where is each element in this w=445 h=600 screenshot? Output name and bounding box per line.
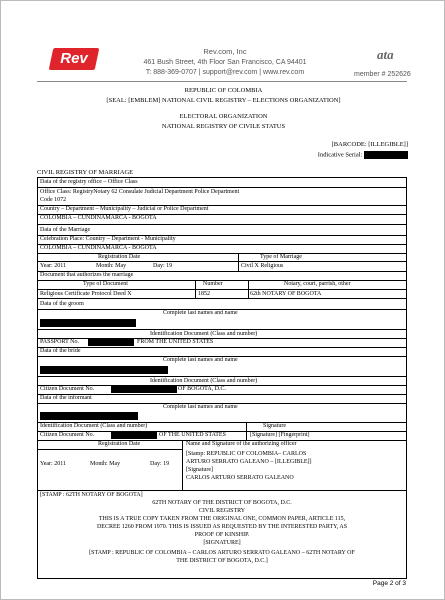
footer-line-7: [STAMP : REPUBLIC OF COLOMBIA – CARLOS ARTURO SERRATO GALEANO – 62TH NOTARY OF (89, 550, 355, 556)
electoral-heading: ELECTORAL ORGANIZATION (179, 113, 268, 120)
bride-names-label: Complete last names and name (163, 357, 238, 363)
footer-line-2: CIVIL REGISTRY (198, 508, 246, 514)
officer-stamp-2: ARTURO SERRATO GALEANO – [ILLEGIBLE]] (186, 459, 312, 465)
number-label: Number (203, 281, 223, 287)
officer-stamp-1: [Stamp: REPUBLIC OF COLOMBIA– CARLOS (186, 451, 307, 457)
footer-line-8: THE DISTRICT OF BOGOTA, D.C.] (176, 558, 268, 564)
company-address: 461 Bush Street, 4th Floor San Francisco, CA 94401 (143, 59, 307, 66)
redaction (40, 412, 138, 420)
groom-label: Data of the groom (40, 301, 84, 307)
groom-passport-from: FROM THE UNITED STATES (137, 339, 214, 345)
form-title: CIVIL REGISTRY OF MARRIAGE (37, 169, 134, 176)
barcode-note: [BARCODE: [ILLEGIBLE]] (331, 141, 408, 148)
celebration-value: COLOMBIA – CUNDINAMARCA - BOGOTA (40, 245, 157, 251)
footer-line-4: DECREE 1260 FROM 1970. THIS IS ISSUED AS REQUESTED BY THE INTERESTED PARTY, AS (96, 524, 348, 530)
informant-label: Data of the informant (40, 395, 92, 401)
indicative-serial: Indicative Serial: (318, 151, 408, 159)
office-class: Office Class: RegistryNotary 62 Consulate Judicial Department Police Department (40, 189, 240, 195)
type-doc-label: Type of Document (83, 281, 128, 287)
officer-label: Name and Signature of the authorizing officer (186, 441, 297, 447)
type-marriage-value: Civil X Religious (241, 263, 284, 269)
informant-citizen-label: Citizen Document No. (40, 432, 95, 438)
ata-logo: ata (377, 47, 394, 62)
reg-day: Day: 19 (153, 263, 173, 269)
office-code: Code 1072 (40, 197, 67, 203)
republic-heading: REPUBLIC OF COLOMBIA (184, 87, 263, 94)
registration-date-label-2: Registration Date (98, 441, 141, 447)
office-data-label: Data of the registry office – Office Class (40, 179, 138, 185)
bride-label: Data of the bride (40, 348, 81, 354)
reg-month-2: Month: May (90, 461, 121, 467)
informant-signature-label: Signature (263, 423, 286, 429)
registry-heading: NATIONAL REGISTRY OF CIVILE STATUS (161, 123, 286, 130)
celebration-label: Celebration Place: Country – Department - Municipality (40, 236, 176, 242)
groom-id-label: Identification Document (Class and number) (150, 331, 258, 337)
reg-year: Year: 2011 (40, 263, 67, 269)
groom-passport-label: PASSPORT No. (40, 339, 79, 345)
registration-date-label: Registration Date (98, 254, 141, 260)
redaction (364, 151, 408, 159)
redaction (40, 319, 136, 327)
header-divider (37, 81, 407, 82)
reg-month: Month: May (96, 263, 127, 269)
company-name: Rev.com, Inc (203, 47, 247, 56)
reg-year-2: Year: 2011 (40, 461, 67, 467)
redaction (111, 386, 177, 393)
footer-stamp: [STAMP : 62TH NOTARY OF BOGOTA] (40, 492, 143, 498)
location-label: Country – Department – Municipality – Judicial or Police Department (40, 206, 209, 212)
number-value: 1852 (198, 291, 210, 297)
informant-names-label: Complete last names and name (163, 404, 238, 410)
officer-signature: [Signature] (186, 467, 213, 473)
redaction (88, 339, 134, 346)
type-doc-value: Religious Certificate Protocol Deed X (40, 291, 132, 297)
seal-note: [SEAL: [EMBLEM] NATIONAL CIVIL REGISTRY – ELECTIONS ORGANIZATION] (106, 97, 341, 104)
marriage-registry-form (37, 177, 407, 579)
member-number: member # 252626 (354, 71, 411, 78)
company-contact: T: 888-369-0707 | support@rev.com | www.rev.com (145, 69, 305, 76)
rev-logo: Rev (49, 48, 100, 70)
footer-line-5: PROOF OF KINSHIP. (194, 532, 250, 538)
marriage-data-label: Data of the Marriage (40, 227, 91, 233)
redaction (111, 432, 157, 439)
footer-line-1: 62TH NOTARY OF THE DISTRICT OF BOGOTA, D.C. (152, 500, 292, 506)
informant-signature: [Signature] [Fingerprint] (250, 432, 310, 438)
officer-name: CARLOS ARTURO SERRATO GALEANO (186, 475, 294, 481)
groom-names-label: Complete last names and name (163, 310, 238, 316)
doc-auth-label: Document that authorizes the marriage (40, 272, 134, 278)
redaction (40, 366, 168, 374)
bride-citizen-from: OF BOGOTA, D.C. (178, 386, 227, 392)
footer-line-3: THIS IS A TRUE COPY TAKEN FROM THE ORIGINAL ONE, COMMON PAPER, ARTICLE 115, (98, 516, 346, 522)
page-number: Page 2 of 3 (372, 580, 406, 587)
informant-citizen-from: OF THE UNITED STATES (159, 432, 226, 438)
informant-id-label: Identification Document (Class and number) (40, 423, 148, 429)
bride-citizen-label: Citizen Document No. (40, 386, 95, 392)
type-marriage-label: Type of Marriage (260, 254, 302, 260)
bride-id-label: Identification Document (Class and number) (150, 378, 258, 384)
footer-line-6: [SIGNATURE] (203, 540, 241, 546)
notary-label: Notary, court, parrish, other (284, 281, 351, 287)
location-value: COLOMBIA – CUNDINAMARCA - BOGOTA (40, 215, 157, 221)
notary-value: 62th NOTARY OF BOGOTA (250, 291, 322, 297)
reg-day-2: Day: 19 (150, 461, 170, 467)
